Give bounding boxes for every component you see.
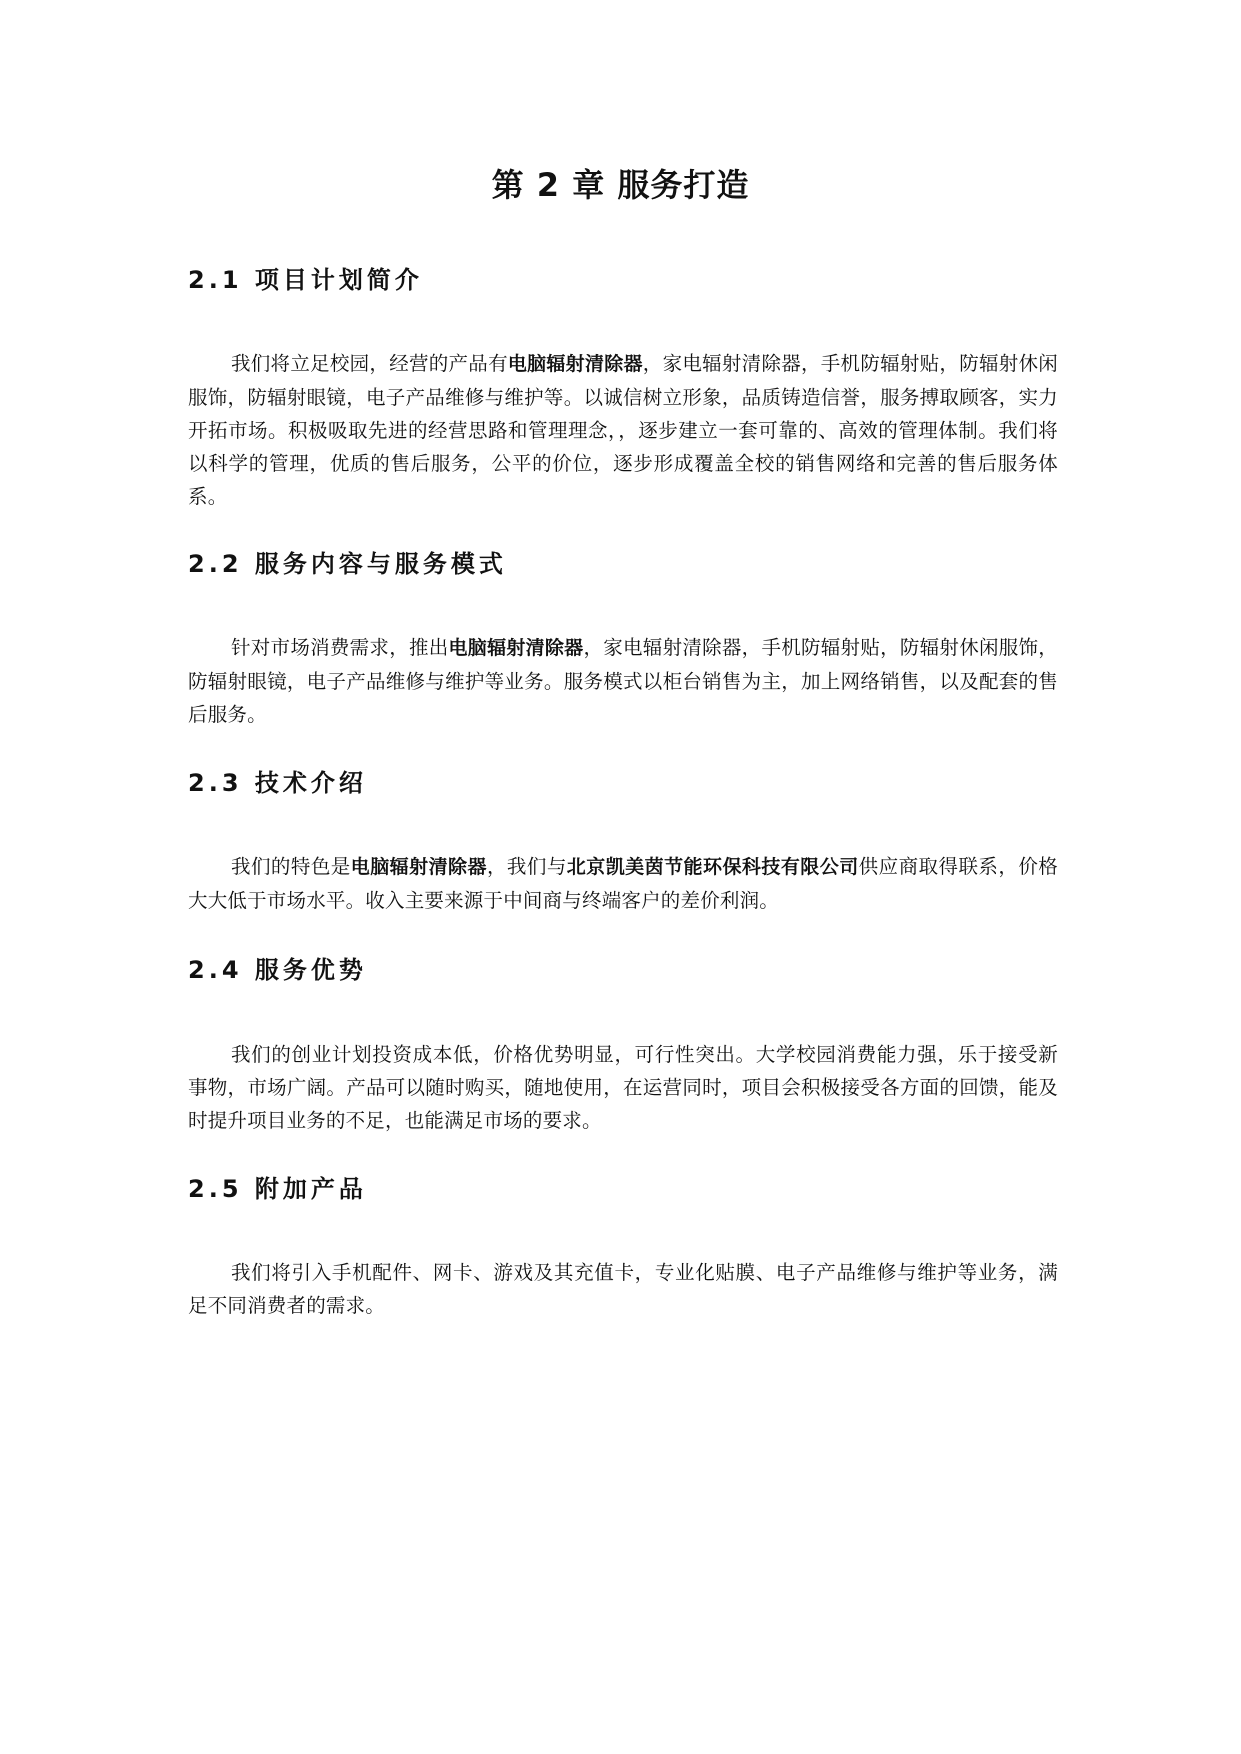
paragraph-text: 我们将引入手机配件、网卡、游戏及其充值卡，专业化贴膜、电子产品维修与维护等业务，满足不同消费者的需求。 — [188, 1261, 1058, 1317]
bold-product-name: 电脑辐射清除器 — [350, 856, 487, 878]
chapter-title: 第 2 章 服务打造 — [491, 166, 750, 204]
section-technology — [188, 766, 1058, 917]
section-additional-products — [188, 1172, 1058, 1322]
paragraph-text: ，我们与 — [486, 855, 567, 878]
section-paragraph — [188, 1256, 1058, 1322]
section-heading: 2.1 项目计划简介 — [188, 266, 423, 294]
section-paragraph — [188, 347, 1058, 513]
section-paragraph — [188, 850, 1058, 917]
paragraph-text: 我们的创业计划投资成本低，价格优势明显，可行性突出。大学校园消费能力强，乐于接受新事物，市场广阔。产品可以随时购买，随地使用，在运营同时，项目会积极接受各方面的回馈，能及时提升项目业务的不足，也能满足市场的要求。 — [188, 1043, 1058, 1132]
paragraph-text: 我们的特色是 — [231, 855, 351, 878]
bold-product-name: 电脑辐射清除器 — [507, 353, 643, 375]
bold-company-name: 北京凯美茵节能环保科技有限公司 — [566, 856, 859, 878]
section-project-plan — [188, 263, 1058, 513]
paragraph-text: ，家电辐射清除器，手机防辐射贴，防辐射休闲服饰，防辐射眼镜，电子产品维修与维护等业务。服务模式以柜台销售为主，加上网络销售，以及配套的售后服务。 — [188, 636, 1058, 726]
paragraph-text: 供应商取得联系，价格大大低于市场水平。收入主要来源于中间商与终端客户的差价利润。 — [188, 855, 1058, 912]
section-paragraph — [188, 1038, 1058, 1137]
section-heading: 2.5 附加产品 — [188, 1175, 367, 1203]
section-heading: 2.4 服务优势 — [188, 956, 367, 984]
section-heading: 2.2 服务内容与服务模式 — [188, 550, 507, 578]
section-service-content — [188, 547, 1058, 731]
section-paragraph — [188, 631, 1058, 731]
section-heading: 2.3 技术介绍 — [188, 769, 367, 797]
paragraph-text: 针对市场消费需求，推出 — [231, 636, 449, 659]
paragraph-text: 我们将立足校园，经营的产品有 — [231, 352, 508, 375]
bold-product-name: 电脑辐射清除器 — [448, 637, 584, 659]
paragraph-text: ，家电辐射清除器，手机防辐射贴，防辐射休闲服饰，防辐射眼镜，电子产品维修与维护等。以诚信树立形象，品质铸造信誉，服务搏取顾客，实力开拓市场。积极吸取先进的经营思路和管理理念，，逐步建立一套可靠的、高效的管理体制。我们将以科学的管理，优质的售后服务，公平的价位，逐步形成覆盖全校的销售网络和完善的售后服务体系。 — [188, 352, 1058, 508]
section-advantages — [188, 953, 1058, 1137]
